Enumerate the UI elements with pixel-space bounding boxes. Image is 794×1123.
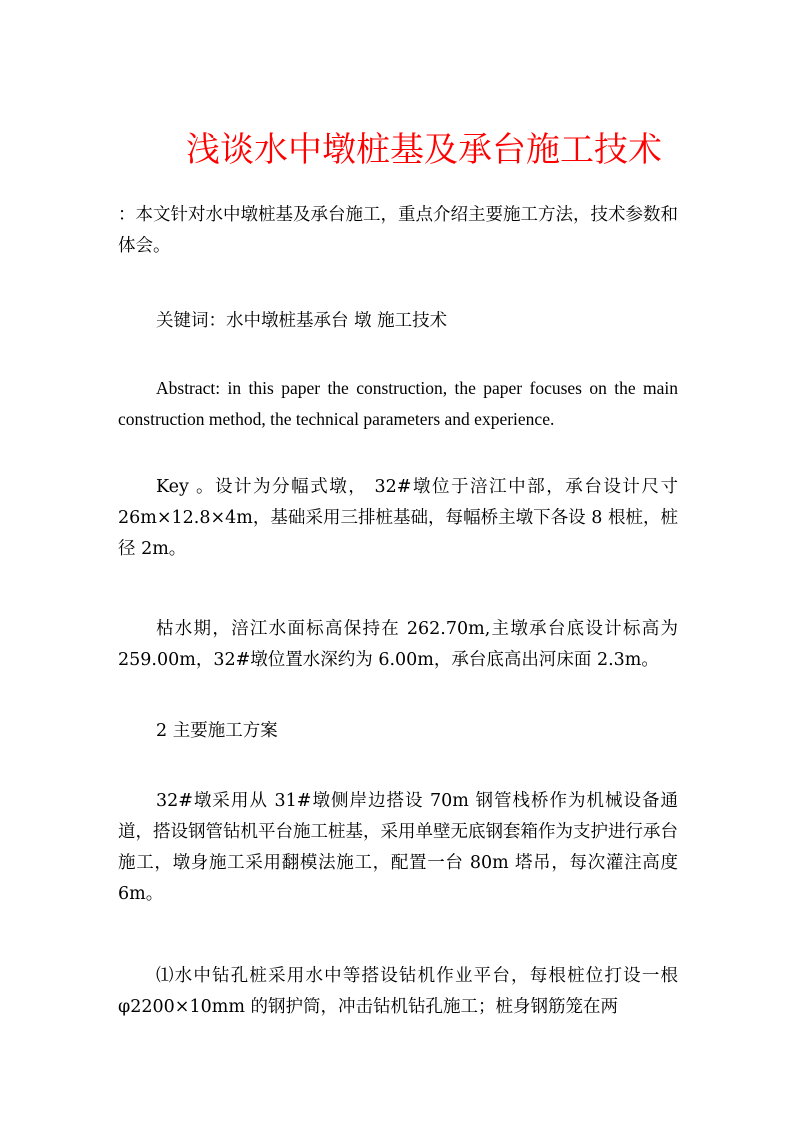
abstract-cn-paragraph: ：本文针对水中墩桩基及承台施工，重点介绍主要施工方法，技术参数和体会。 [118, 205, 678, 256]
drilling-paragraph: ⑴水中钻孔桩采用水中等搭设钻机作业平台，每根桩位打设一根φ2200×10mm 的钢护筒，冲击钻机钻孔施工；桩身钢筋笼在两 [118, 966, 678, 1017]
design-paragraph: Key 。设计为分幅式墩， 32#墩位于涪江中部，承台设计尺寸26m×12.8×4m，基础采用三排桩基础，每幅桥主墩下各设 8 根桩，桩径 2m。 [118, 477, 678, 559]
construction-plan-paragraph: 32#墩采用从 31#墩侧岸边搭设 70m 钢管栈桥作为机械设备通道，搭设钢管钻机平台施工桩基，采用单壁无底钢套箱作为支护进行承台施工，墩身施工采用翻模法施工，配置一台 80m 塔吊，每次灌注高度 6m。 [118, 791, 678, 904]
abstract-en-paragraph: Abstract: in this paper the construction, the paper focuses on the main construction method, the technical parameters and experience. [118, 378, 678, 429]
section-heading: 2 主要施工方案 [156, 721, 278, 741]
keywords-paragraph: 关键词：水中墩桩基承台 墩 施工技术 [156, 311, 448, 331]
water-level-paragraph: 枯水期，涪江水面标高保持在 262.70m,主墩承台底设计标高为259.00m，32#墩位置水深约为 6.00m，承台底高出河床面 2.3m。 [118, 619, 678, 670]
document-title: 浅谈水中墩桩基及承台施工技术 [186, 130, 662, 170]
